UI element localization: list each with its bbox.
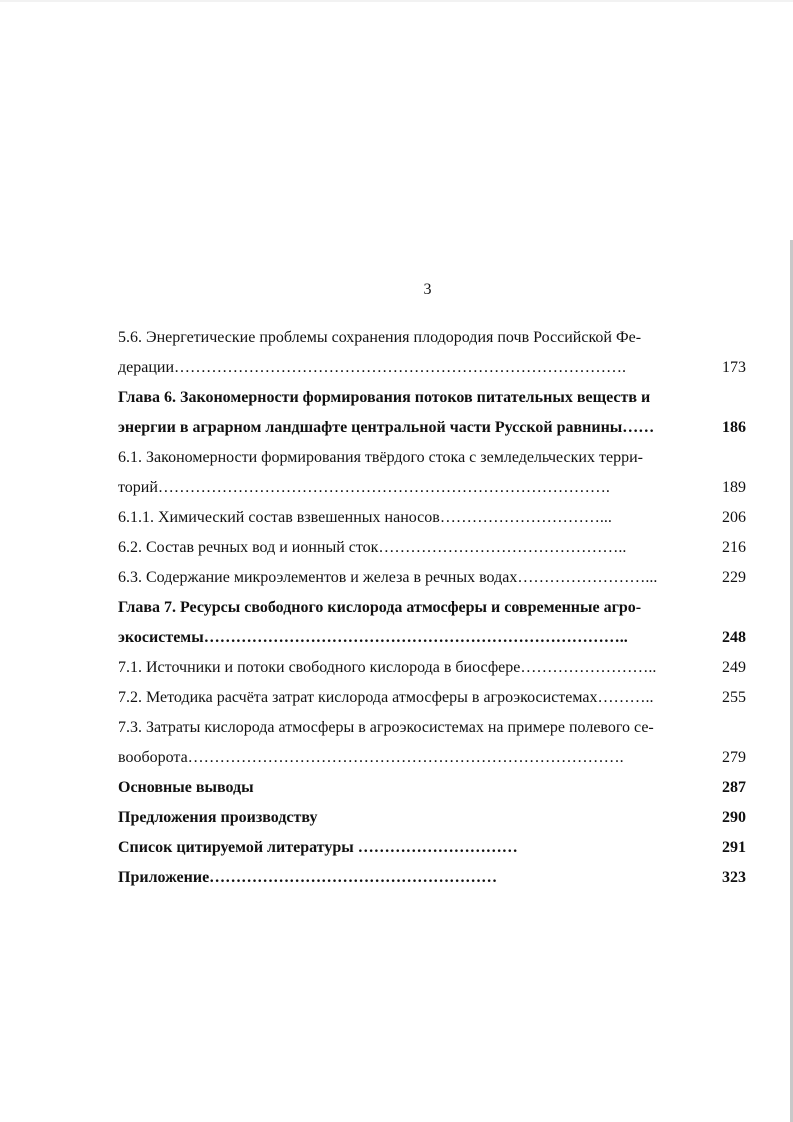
toc-line bbox=[118, 593, 746, 623]
toc-line bbox=[118, 863, 746, 893]
toc-page-number: 323 bbox=[722, 869, 746, 886]
toc-line bbox=[118, 833, 746, 863]
toc-entry-text: Приложение……………………………………………… bbox=[118, 869, 498, 886]
toc-entry-text: дерации…………………………………………………………………………. bbox=[118, 359, 627, 376]
toc-entry-text: вооборота………………………………………………………………………. bbox=[118, 749, 624, 766]
toc-entry-text: 6.1.1. Химический состав взвешенных наносов…………………………... bbox=[118, 509, 612, 526]
scan-top-edge bbox=[0, 0, 793, 2]
toc-entry-text: Основные выводы bbox=[118, 779, 254, 796]
toc-line bbox=[118, 443, 746, 473]
toc-line bbox=[118, 413, 746, 443]
toc-entry-text: 7.2. Методика расчёта затрат кислорода атмосферы в агроэкосистемах……….. bbox=[118, 689, 654, 706]
toc-line bbox=[118, 323, 746, 353]
toc-line bbox=[118, 773, 746, 803]
toc-entry-text: торий…………………………………………………………………………. bbox=[118, 479, 610, 496]
table-of-contents bbox=[118, 323, 746, 893]
toc-entry-text: 7.1. Источники и потоки свободного кислорода в биосфере…………………….. bbox=[118, 659, 657, 676]
toc-line bbox=[118, 473, 746, 503]
toc-line bbox=[118, 713, 746, 743]
toc-entry-text: Глава 6. Закономерности формирования потоков питательных веществ и bbox=[118, 389, 651, 406]
toc-line bbox=[118, 743, 746, 773]
toc-page-number: 279 bbox=[722, 749, 746, 766]
toc-page-number: 290 bbox=[722, 809, 746, 826]
toc-line bbox=[118, 623, 746, 653]
toc-page-number: 216 bbox=[722, 539, 746, 556]
toc-line bbox=[118, 683, 746, 713]
toc-page-number: 229 bbox=[722, 569, 746, 586]
toc-page-number: 249 bbox=[722, 659, 746, 676]
toc-entry-text: Список цитируемой литературы ………………………… bbox=[118, 839, 518, 856]
toc-line bbox=[118, 353, 746, 383]
toc-entry-text: 6.2. Состав речных вод и ионный сток……………………………………….. bbox=[118, 539, 627, 556]
toc-page-number: 248 bbox=[722, 629, 746, 646]
toc-page-number: 189 bbox=[722, 479, 746, 496]
toc-entry-text: 5.6. Энергетические проблемы сохранения плодородия почв Российской Фе- bbox=[118, 329, 642, 346]
toc-line bbox=[118, 503, 746, 533]
toc-entry-text: 6.1. Закономерности формирования твёрдого стока с земледельческих терри- bbox=[118, 449, 643, 466]
toc-entry-text: 7.3. Затраты кислорода атмосферы в агроэкосистемах на примере полевого се- bbox=[118, 719, 654, 736]
toc-page-number: 287 bbox=[722, 779, 746, 796]
toc-entry-text: экосистемы…………………………………………………………………….. bbox=[118, 629, 628, 646]
toc-line bbox=[118, 563, 746, 593]
toc-page-number: 291 bbox=[722, 839, 746, 856]
toc-entry-text: 6.3. Содержание микроэлементов и железа в речных водах……………………... bbox=[118, 569, 658, 586]
page-number: 3 bbox=[423, 281, 432, 298]
toc-page-number: 173 bbox=[722, 359, 746, 376]
toc-line bbox=[118, 383, 746, 413]
toc-line bbox=[118, 533, 746, 563]
toc-page-number: 255 bbox=[722, 689, 746, 706]
toc-page-number: 206 bbox=[722, 509, 746, 526]
toc-entry-text: Предложения производству bbox=[118, 809, 318, 826]
toc-line bbox=[118, 653, 746, 683]
toc-line bbox=[118, 803, 746, 833]
toc-page-number: 186 bbox=[722, 419, 746, 436]
toc-entry-text: Глава 7. Ресурсы свободного кислорода атмосферы и современные агро- bbox=[118, 599, 642, 616]
toc-entry-text: энергии в аграрном ландшафте центральной части Русской равнины…… bbox=[118, 419, 655, 436]
